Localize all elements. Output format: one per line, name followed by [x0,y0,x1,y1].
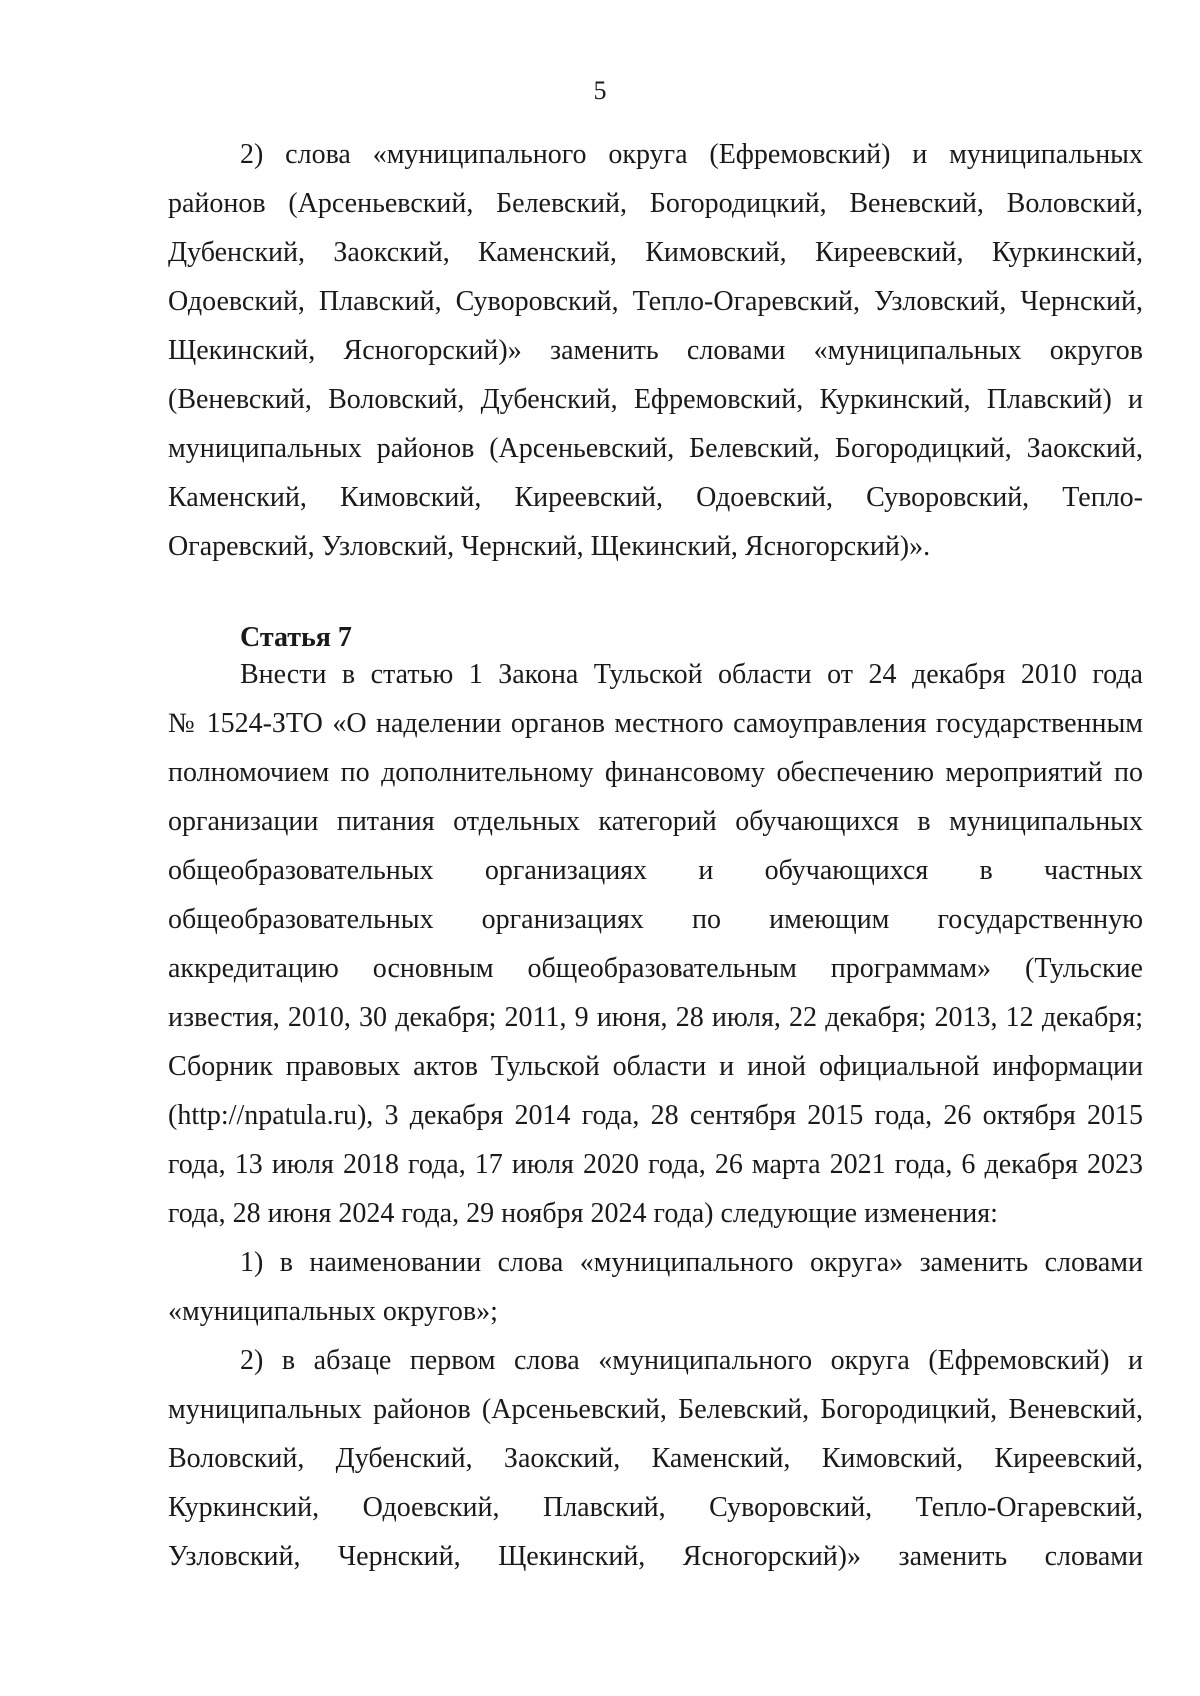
text-line: организации питания отдельных категорий обучающихся в муниципальных [168,806,1143,837]
text-line: Огаревский, Узловский, Чернский, Щекинский, Ясногорский)». [168,531,931,562]
text-line: Куркинский, Одоевский, Плавский, Суворовский, Тепло-Огаревский, [168,1492,1143,1523]
text-line: 1) в наименовании слова «муниципального округа» заменить словами [240,1247,1143,1278]
text-line: общеобразовательных организациях по имеющим государственную [168,904,1143,935]
text-line: (http://npatula.ru), 3 декабря 2014 года, 28 сентября 2015 года, 26 октября 2015 [168,1100,1143,1131]
text-line: известия, 2010, 30 декабря; 2011, 9 июня, 28 июля, 22 декабря; 2013, 12 декабря; [168,1002,1143,1033]
text-line: муниципальных районов (Арсеньевский, Белевский, Богородицкий, Веневский, [168,1394,1143,1425]
text-line: года, 28 июня 2024 года, 29 ноября 2024 года) следующие изменения: [168,1198,998,1229]
text-line: Щекинский, Ясногорский)» заменить словами «муниципальных округов [168,335,1143,366]
text-line: районов (Арсеньевский, Белевский, Богородицкий, Веневский, Воловский, [168,188,1143,219]
article-heading: Статья 7 [240,622,352,653]
page-number: 5 [593,76,607,105]
text-line: года, 13 июля 2018 года, 17 июля 2020 года, 26 марта 2021 года, 6 декабря 2023 [168,1149,1143,1180]
paragraph-amendment-2 [168,130,1143,571]
article-7-body [168,650,1143,1581]
text-line: 2) в абзаце первом слова «муниципального округа (Ефремовский) и [240,1345,1143,1376]
text-line: «муниципальных округов»; [168,1296,498,1327]
text-line: 2) слова «муниципального округа (Ефремовский) и муниципальных [240,139,1143,170]
text-line: Сборник правовых актов Тульской области и иной официальной информации [168,1051,1143,1082]
text-line: муниципальных районов (Арсеньевский, Белевский, Богородицкий, Заокский, [168,433,1143,464]
text-line: Каменский, Кимовский, Киреевский, Одоевский, Суворовский, Тепло- [168,482,1143,513]
text-line: Дубенский, Заокский, Каменский, Кимовский, Киреевский, Куркинский, [168,237,1143,268]
text-line: общеобразовательных организациях и обучающихся в частных [168,855,1143,886]
text-line: Воловский, Дубенский, Заокский, Каменский, Кимовский, Киреевский, [168,1443,1143,1474]
text-line: Узловский, Чернский, Щекинский, Ясногорский)» заменить словами [168,1541,1143,1572]
text-line: Одоевский, Плавский, Суворовский, Тепло-Огаревский, Узловский, Чернский, [168,286,1143,317]
text-line: аккредитацию основным общеобразовательным программам» (Тульские [168,953,1143,984]
text-line: Внести в статью 1 Закона Тульской области от 24 декабря 2010 года [240,659,1143,690]
text-line: (Веневский, Воловский, Дубенский, Ефремовский, Куркинский, Плавский) и [168,384,1143,415]
text-line: № 1524-ЗТО «О наделении органов местного самоуправления государственным [168,708,1143,739]
text-line: полномочием по дополнительному финансовому обеспечению мероприятий по [168,757,1143,788]
